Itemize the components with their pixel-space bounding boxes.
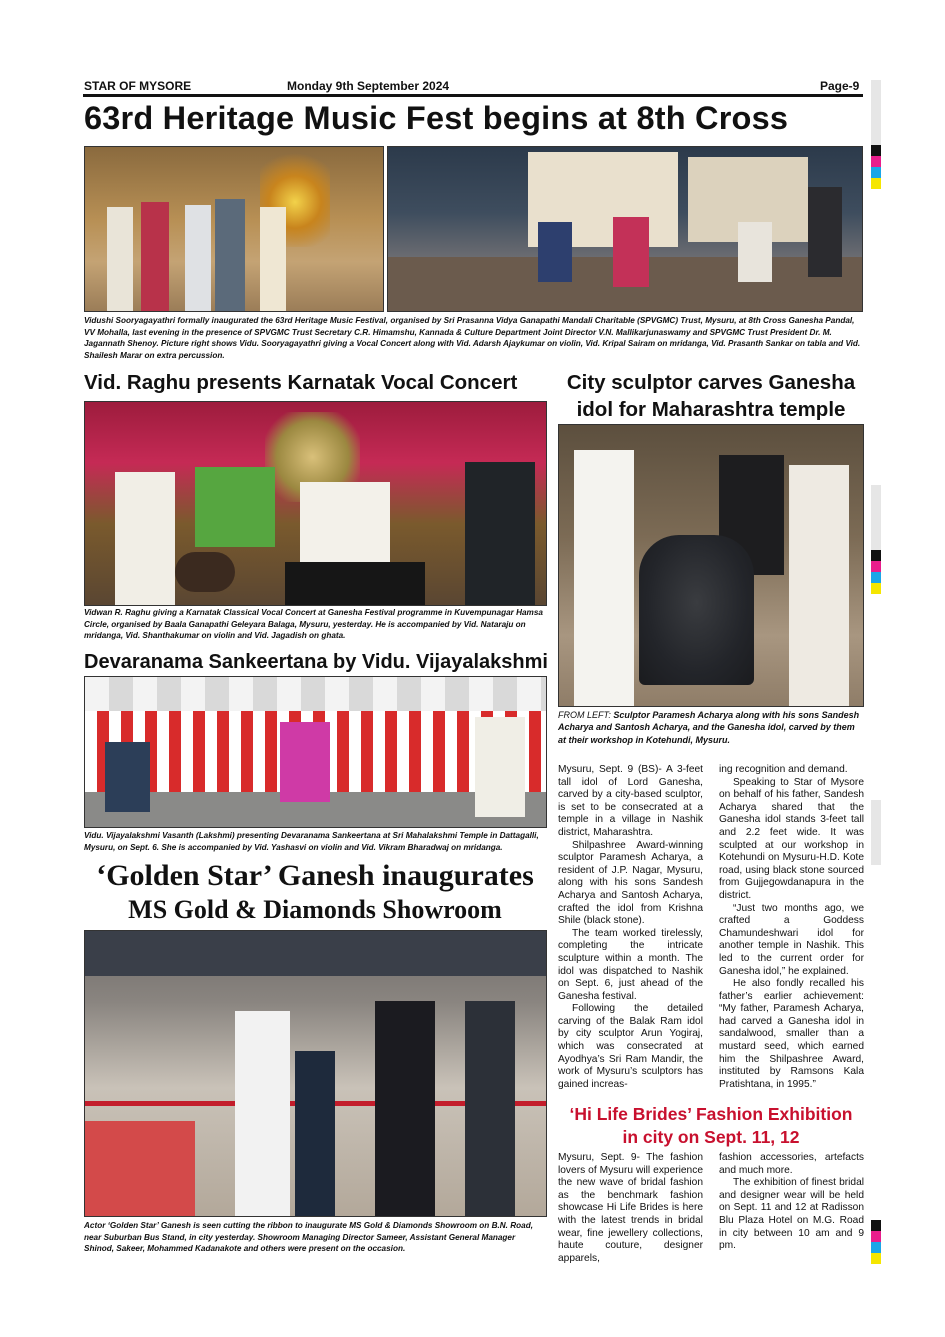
- golden-headline-line2: MS Gold & Diamonds Showroom: [128, 895, 502, 924]
- hilife-col2-para: fashion accessories, artefacts and much more.: [719, 1152, 864, 1176]
- print-registration-bar: [871, 800, 881, 865]
- sculptor-col2-para: “Just two months ago, we crafted a Goddess Chamundeshwari idol for another temple in Nashik. This led to the current order for Ganesha idol,” he explained.: [719, 902, 864, 977]
- hilife-body-column-2: [719, 1152, 864, 1253]
- golden-caption: Actor ‘Golden Star’ Ganesh is seen cutting the ribbon to inaugurate MS Gold & Diamonds Showroom on B.N. Road, near Suburban Bus Stand, in city yesterday. Showroom Managing Director Sameer, Assistant General Manager Shinod, Sakeer, Mohammed Kadanakote and others were present on the occasion.: [84, 1221, 533, 1253]
- devaranama-caption: Vidu. Vijayalakshmi Vasanth (Lakshmi) presenting Devaranama Sankeertana at Sri Mahalakshmi Temple in Dattagalli, Mysuru, on Sept. 6. She is accompanied by Vid. Yashasvi on violin and Vid. Vikram Bharadwaj on mridanga.: [84, 831, 539, 852]
- sculptor-caption-text: Sculptor Paramesh Acharya along with his sons Sandesh Acharya and Santosh Acharya, and the Ganesha idol, carved by them at their workshop in Kotehundi, Mysuru.: [558, 710, 860, 745]
- sculptor-caption-lead: FROM LEFT:: [558, 710, 611, 720]
- devaranama-headline: Devaranama Sankeertana by Vidu. Vijayalakshmi: [84, 651, 548, 673]
- sculptor-col2-para: Speaking to Star of Mysore on behalf of his father, Sandesh Acharya shared that the Ganesha idol stands 3-feet tall and 2.2 feet wide. It was sculpted at our workshop in Kotehundi on Mysuru-H.D. Kote road, using black stone sourced from Gujjegowdanapura in the district.: [719, 776, 864, 901]
- raghu-concert-photo: [84, 401, 547, 606]
- lead-photo-inauguration: [84, 146, 384, 312]
- lead-photo-concert: [387, 146, 863, 312]
- sculptor-col1-para: Following the detailed carving of the Balak Ram idol by city sculptor Arun Yogiraj, which was consecrated at Ayodhya’s Sri Ram Mandir, the work of Mysuru’s sculptors has gained increas-: [558, 1003, 703, 1090]
- sculptor-col1-para: Mysuru, Sept. 9 (BS)- A 3-feet tall idol of Lord Ganesha, carved by a city-based sculptor, is set to be consecrated at a temple in a village in Nashik district, Maharashtra.: [558, 764, 703, 838]
- sculptor-body-column-1: [558, 764, 703, 1091]
- sculptor-body-column-2: [719, 764, 864, 1091]
- masthead-date: Monday 9th September 2024: [287, 79, 450, 93]
- masthead-rule: [83, 94, 863, 97]
- hilife-headline-line1: ‘Hi Life Brides’ Fashion Exhibition: [569, 1104, 853, 1124]
- devaranama-photo: [84, 676, 547, 828]
- print-registration-bar: [871, 485, 881, 594]
- sculptor-col1-para: The team worked tirelessly, completing the intricate sculpture within a month. The idol was dispatched to Nashik on Sept. 6, just ahead of the Ganesha festival.: [558, 927, 703, 1002]
- masthead-paper-name: STAR OF MYSORE: [84, 79, 192, 93]
- print-registration-bar: [871, 80, 881, 189]
- hilife-col1-para: Mysuru, Sept. 9- The fashion lovers of Mysuru will experience the new wave of bridal fashion as the benchmark fashion showcase Hi Life Brides is here with the latest trends in bridal wear, fine jewellery collections, haute couture, designer apparels,: [558, 1152, 703, 1264]
- sculptor-col1-para: Shilpashree Award-winning sculptor Paramesh Acharya, a resident of J.P. Nagar, Mysuru, along with his sons Sandesh Acharya and Santosh Acharya, crafted the idol from Krishna Shile (black stone).: [558, 839, 703, 927]
- golden-ribbon-cutting-photo: [84, 930, 547, 1217]
- masthead-page-number: Page-9: [820, 79, 860, 93]
- hilife-headline-line2: in city on Sept. 11, 12: [622, 1127, 800, 1147]
- lead-caption: Vidushi Sooryagayathri formally inaugurated the 63rd Heritage Music Festival, organised by Sri Prasanna Vidya Ganapathi Mandali Charitable (SPVGMC) Trust, Mysuru, at 8th Cross Ganesha Pandal, VV Mohalla, last evening in the presence of SPVGMC Trust Secretary C.R. Himamshu, Kannada & Culture Department Joint Director V.N. Mallikarjunaswamy and SPVGMC Trust President Dr. M. Jagannath Shenoy. Picture right shows Vidu. Sooryagayathri giving a Vocal Concert along with Vid. Adarsh Ajaykumar on violin, Vid. Kripal Sairam on mridanga, Vid. Prasanth Sankar on tabla and Vid. Shailesh Marar on extra percussion.: [84, 316, 861, 360]
- lead-headline: 63rd Heritage Music Fest begins at 8th Cross: [84, 100, 789, 136]
- sculptor-col2-para: ing recognition and demand.: [719, 764, 848, 775]
- print-registration-bar: [871, 1220, 881, 1264]
- raghu-caption: Vidwan R. Raghu giving a Karnatak Classical Vocal Concert at Ganesha Festival programme in Kuvempunagar Hamsa Circle, organised by Baala Ganapathi Geleyara Balaga, Mysuru, yesterday. He is accompanied by Vid. Nataraju on mridanga, Vid. Shanthakumar on violin and Vid. Jagadish on ghata.: [84, 608, 543, 640]
- golden-headline-line1: ‘Golden Star’ Ganesh inaugurates: [96, 859, 534, 892]
- sculptor-photo: [558, 424, 864, 707]
- sculptor-caption: [558, 709, 863, 746]
- hilife-col2-para: The exhibition of finest bridal and designer wear will be held on Sept. 11 and 12 at Radisson Blu Plaza Hotel on M.G. Road in city between 10 am and 9 pm.: [719, 1177, 864, 1252]
- sculptor-headline-line2: idol for Maharashtra temple: [576, 398, 846, 421]
- sculptor-col2-para: He also fondly recalled his father’s earlier achievement: “My father, Paramesh Acharya, had carved a Ganesha idol in sandalwood, smaller than a mustard seed, which earned him the Shilpashree Award, instituted by Ramsons Kala Pratishtana, in 1995.”: [719, 978, 864, 1090]
- raghu-headline: Vid. Raghu presents Karnatak Vocal Concert: [84, 371, 518, 394]
- sculptor-headline-line1: City sculptor carves Ganesha: [566, 371, 856, 394]
- hilife-body-column-1: [558, 1152, 703, 1265]
